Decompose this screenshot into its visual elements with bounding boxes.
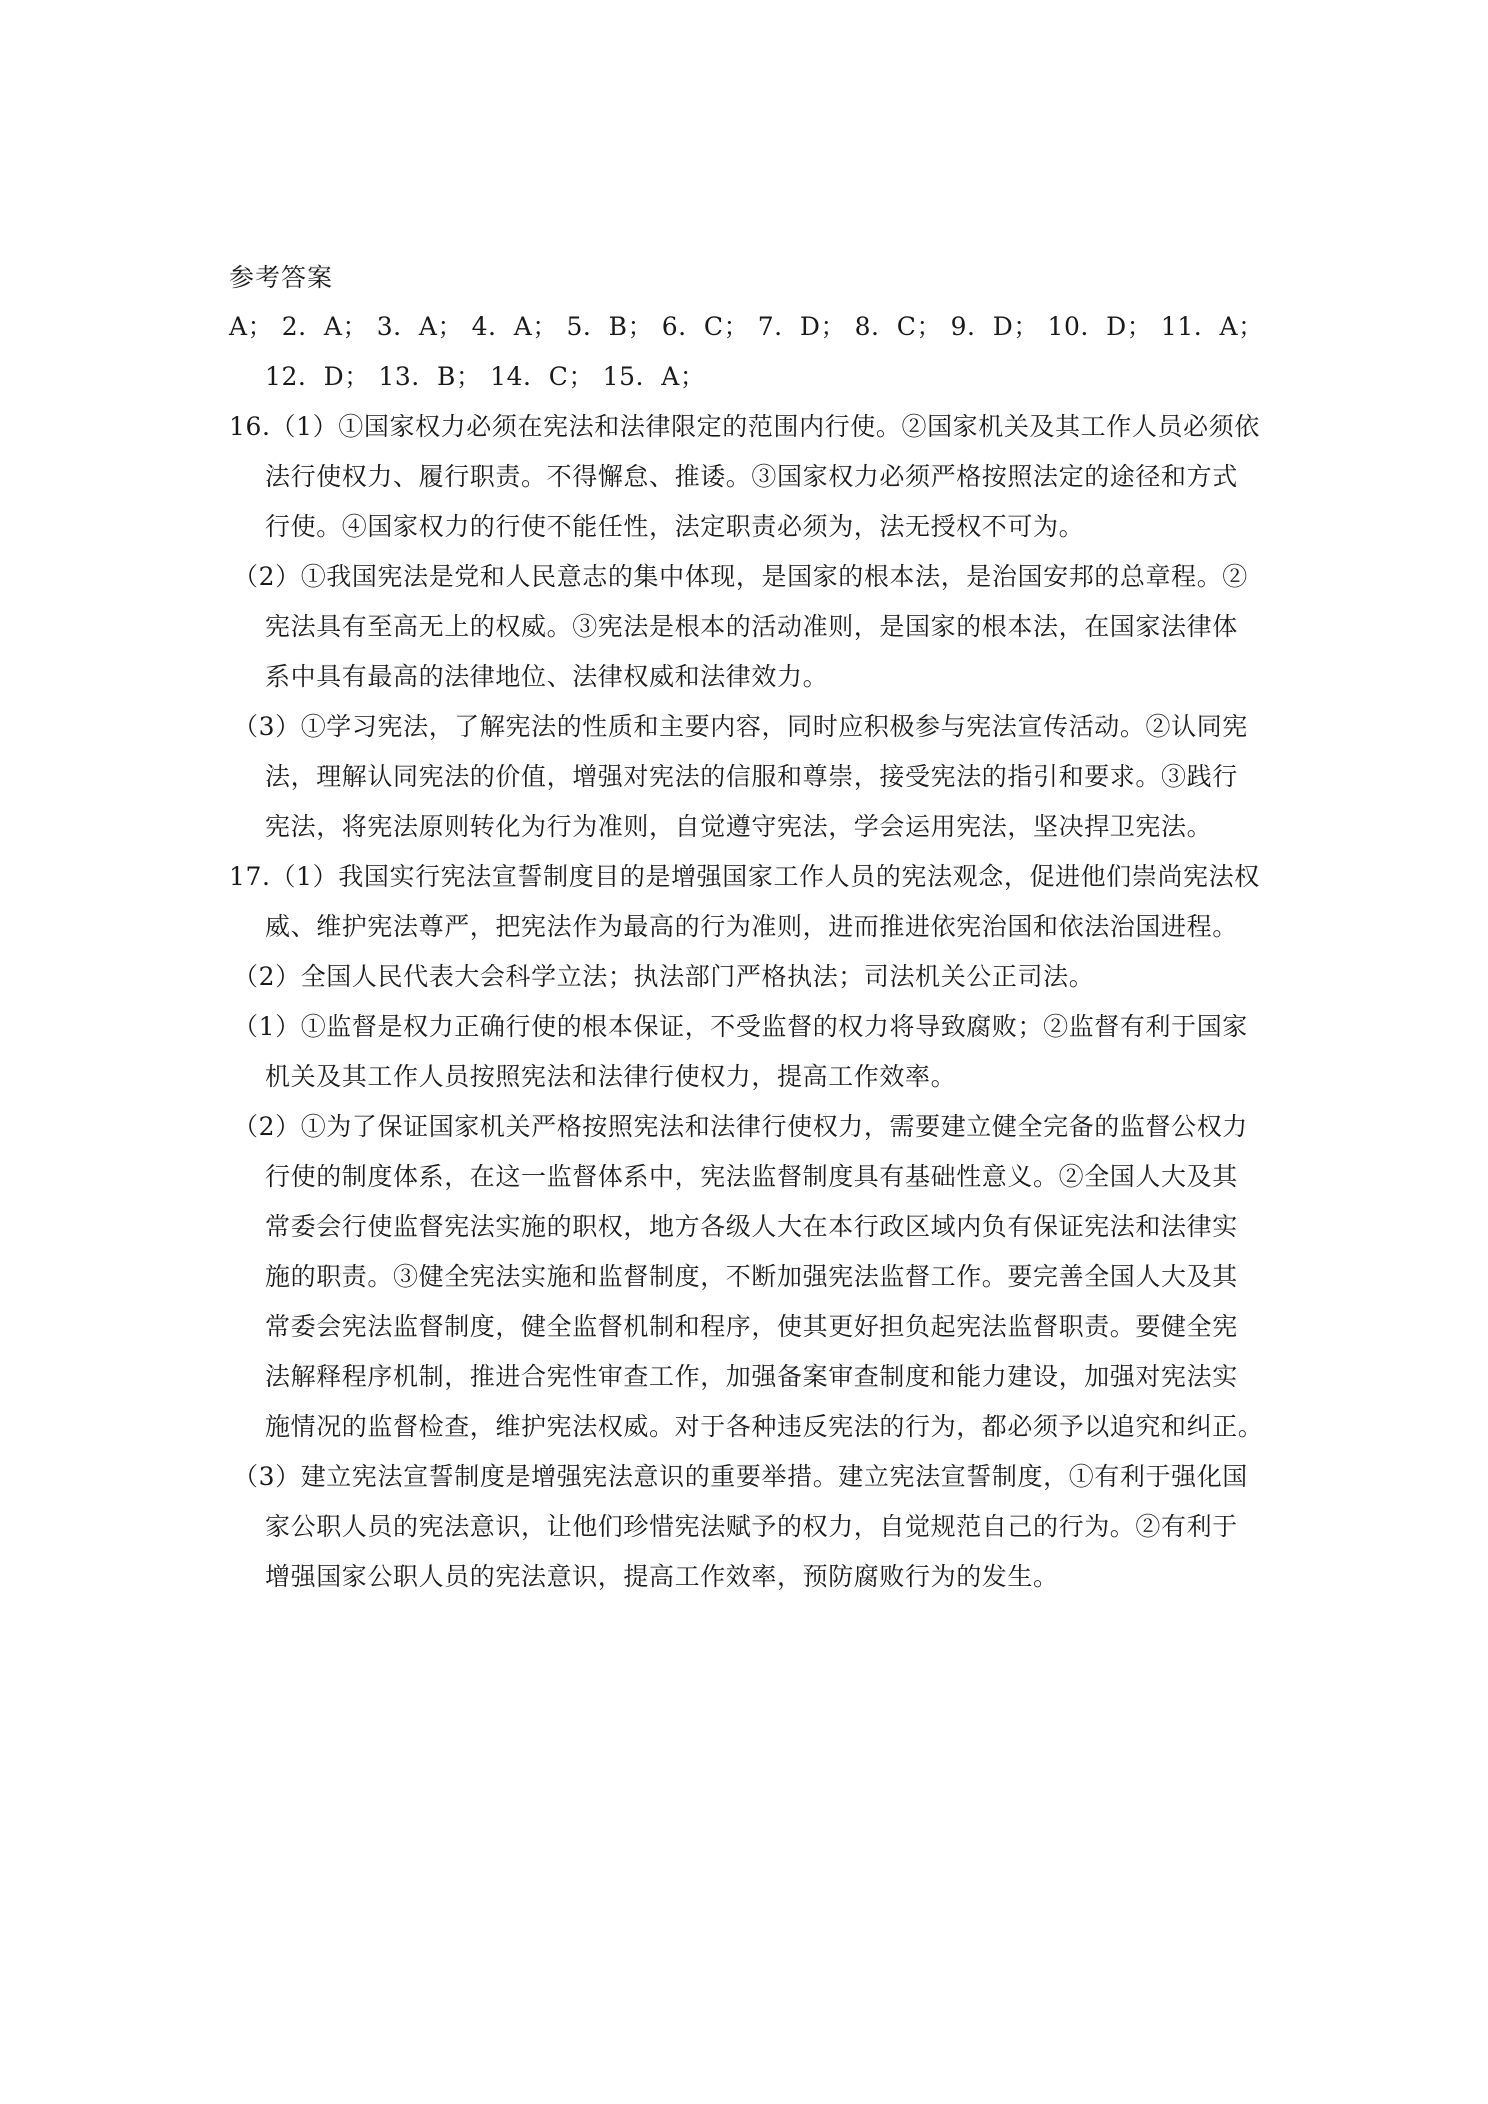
answer-line: 系中具有最高的法律地位、法律权威和法律效力。 [265,662,829,691]
answer-line: 法行使权力、履行职责。不得懈怠、推诿。③国家权力必须严格按照法定的途径和方式 [265,462,1238,491]
answer-line: 常委会行使监督宪法实施的职权，地方各级人大在本行政区域内负有保证宪法和法律实 [265,1212,1238,1241]
q18-part1 [229,1002,1269,1102]
answer-line: 增强国家公职人员的宪法意识，提高工作效率，预防腐败行为的发生。 [265,1562,1059,1591]
answer-line: 16.（1）①国家权力必须在宪法和法律限定的范围内行使。②国家机关及其工作人员必须依 [229,412,1260,441]
q18-part3 [229,1452,1269,1602]
q16-part2 [229,552,1269,702]
answer-line: 施情况的监督检查，维护宪法权威。对于各种违反宪法的行为，都必须予以追究和纠正。 [265,1412,1264,1441]
q17-part2 [229,952,1269,1002]
answer-line: 法，理解认同宪法的价值，增强对宪法的信服和尊崇，接受宪法的指引和要求。③践行 [265,762,1238,791]
choice-answers-line: A； 2．A； 3．A； 4．A； 5．B； 6．C； 7．D； 8．C； 9．D； 10．D； 11．A； [229,312,1264,341]
answer-line: 施的职责。③健全宪法实施和监督制度，不断加强宪法监督工作。要完善全国人大及其 [265,1262,1238,1291]
q17-part1 [229,852,1269,952]
answer-line: 法解释程序机制，推进合宪性审查工作，加强备案审查制度和能力建设，加强对宪法实 [265,1362,1238,1391]
q16-part1 [229,402,1269,552]
answer-line: 宪法具有至高无上的权威。③宪法是根本的活动准则，是国家的根本法，在国家法律体 [265,612,1238,641]
answer-line: （2）全国人民代表大会科学立法；执法部门严格执法；司法机关公正司法。 [233,962,1095,991]
answer-line: （2）①为了保证国家机关严格按照宪法和法律行使权力，需要建立健全完备的监督公权力 [233,1112,1248,1141]
answer-line: 宪法，将宪法原则转化为行为准则，自觉遵守宪法，学会运用宪法，坚决捍卫宪法。 [265,812,1213,841]
answer-line: （2）①我国宪法是党和人民意志的集中体现，是国家的根本法，是治国安邦的总章程。② [233,562,1248,591]
choice-answers-line: 12．D； 13．B； 14．C； 15．A； [265,362,706,391]
answer-line: 威、维护宪法尊严，把宪法作为最高的行为准则，进而推进依宪治国和依法治国进程。 [265,912,1238,941]
q16-part3 [229,702,1269,852]
answer-line: （1）①监督是权力正确行使的根本保证，不受监督的权力将导致腐败；②监督有利于国家 [233,1012,1248,1041]
answer-line: 17.（1）我国实行宪法宣誓制度目的是增强国家工作人员的宪法观念，促进他们崇尚宪法权 [229,862,1260,891]
answer-line: 家公职人员的宪法意识，让他们珍惜宪法赋予的权力，自觉规范自己的行为。②有利于 [265,1512,1238,1541]
answer-line: 行使的制度体系，在这一监督体系中，宪法监督制度具有基础性意义。②全国人大及其 [265,1162,1238,1191]
answer-line: 机关及其工作人员按照宪法和法律行使权力，提高工作效率。 [265,1062,957,1091]
answer-line: 常委会宪法监督制度，健全监督机制和程序，使其更好担负起宪法监督职责。要健全宪 [265,1312,1238,1341]
answer-line: （3）建立宪法宣誓制度是增强宪法意识的重要举措。建立宪法宣誓制度，①有利于强化国 [233,1462,1248,1491]
answer-line: （3）①学习宪法，了解宪法的性质和主要内容，同时应积极参与宪法宣传活动。②认同宪 [233,712,1248,741]
page-heading: 参考答案 [229,263,334,292]
answer-line: 行使。④国家权力的行使不能任性，法定职责必须为，法无授权不可为。 [265,512,1085,541]
q18-part2 [229,1102,1269,1452]
choice-answers [229,302,1269,402]
